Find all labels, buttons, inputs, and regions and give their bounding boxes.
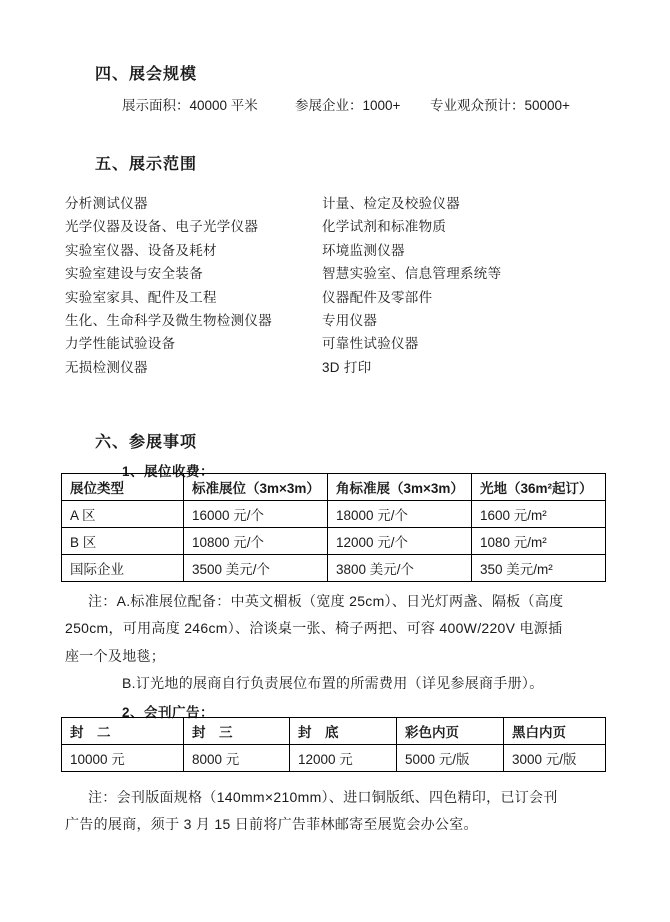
table-header-cell: 黑白内页 xyxy=(504,718,606,745)
table-cell: 5000 元/版 xyxy=(397,745,504,772)
table-cell: 16000 元/个 xyxy=(184,501,328,528)
journal-ad-table xyxy=(61,717,606,772)
scope-item: 实验室建设与安全装备 xyxy=(65,266,203,282)
table-cell: 12000 元 xyxy=(290,745,397,772)
table-cell: B 区 xyxy=(62,528,184,555)
section-5-heading: 五、展示范围 xyxy=(95,156,198,173)
scope-item: 3D 打印 xyxy=(322,359,372,375)
scope-item: 无损检测仪器 xyxy=(65,359,148,375)
scope-item: 可靠性试验仪器 xyxy=(322,336,419,352)
scope-item: 实验室家具、配件及工程 xyxy=(65,289,217,305)
table-header-cell: 封 三 xyxy=(184,718,290,745)
table-cell: 12000 元/个 xyxy=(328,528,472,555)
table-cell: 18000 元/个 xyxy=(328,501,472,528)
section-6-heading: 六、参展事项 xyxy=(95,434,198,451)
journal-ad-note xyxy=(65,784,613,839)
booth-fee-subtitle: 1、展位收费： xyxy=(122,464,215,479)
table-cell: 10000 元 xyxy=(62,745,184,772)
scope-item: 化学试剂和标准物质 xyxy=(322,219,447,235)
table-header-row xyxy=(62,474,606,501)
scope-item: 环境监测仪器 xyxy=(322,242,405,258)
scope-item: 光学仪器及设备、电子光学仪器 xyxy=(65,219,259,235)
scope-item: 力学性能试验设备 xyxy=(65,336,176,352)
scope-item: 专用仪器 xyxy=(322,312,378,328)
table-cell: 1080 元/m² xyxy=(472,528,606,555)
note-line: 250cm，可用高度 246cm）、洽谈桌一张、椅子两把、可容 400W/220V 电源插 xyxy=(65,620,563,637)
table-cell: 3800 美元/个 xyxy=(328,555,472,582)
stat-exhibit-area: 展示面积：40000 平米 xyxy=(122,98,258,113)
scope-item: 智慧实验室、信息管理系统等 xyxy=(322,266,502,282)
table-header-cell: 彩色内页 xyxy=(397,718,504,745)
table-header-cell: 标准展位（3m×3m） xyxy=(184,474,328,501)
table-cell: A 区 xyxy=(62,501,184,528)
note-line: 座一个及地毯； xyxy=(65,647,166,664)
note-line: B.订光地的展商自行负责展位布置的所需费用（详见参展商手册）。 xyxy=(122,674,544,691)
scope-item: 生化、生命科学及微生物检测仪器 xyxy=(65,312,272,328)
table-cell: 3500 美元/个 xyxy=(184,555,328,582)
table-header-cell: 角标准展（3m×3m） xyxy=(328,474,472,501)
table-header-cell: 封 二 xyxy=(62,718,184,745)
table-cell: 国际企业 xyxy=(62,555,184,582)
booth-fee-table xyxy=(61,473,606,582)
stat-visitor-forecast: 专业观众预计：50000+ xyxy=(430,98,570,113)
table-cell: 1600 元/m² xyxy=(472,501,606,528)
scope-item: 计量、检定及校验仪器 xyxy=(322,196,460,211)
scope-item: 分析测试仪器 xyxy=(65,196,148,211)
table-cell: 3000 元/版 xyxy=(504,745,606,772)
table-header-cell: 展位类型 xyxy=(62,474,184,501)
note-line: 注：A.标准展位配备：中英文楣板（宽度 25cm）、日光灯两盏、隔板（高度 xyxy=(88,593,564,609)
table-cell: 10800 元/个 xyxy=(184,528,328,555)
note-line: 注：会刊版面规格（140mm×210mm）、进口铜版纸、四色精印，已订会刊 xyxy=(88,789,558,805)
table-row xyxy=(62,501,606,528)
table-row xyxy=(62,555,606,582)
scope-item: 仪器配件及零部件 xyxy=(322,289,433,305)
note-line: 广告的展商，须于 3 月 15 日前将广告菲林邮寄至展览会办公室。 xyxy=(65,816,478,833)
table-cell: 350 美元/m² xyxy=(472,555,606,582)
journal-ad-subtitle: 2、会刊广告： xyxy=(122,705,215,720)
table-row xyxy=(62,745,606,772)
scope-list xyxy=(65,192,501,379)
table-row xyxy=(62,528,606,555)
table-header-cell: 光地（36m²起订） xyxy=(472,474,606,501)
table-header-row xyxy=(62,718,606,745)
booth-fee-note xyxy=(65,588,613,697)
table-header-cell: 封 底 xyxy=(290,718,397,745)
section-4-heading: 四、展会规模 xyxy=(95,66,198,83)
stat-exhibitor-count: 参展企业：1000+ xyxy=(295,98,401,113)
scope-item: 实验室仪器、设备及耗材 xyxy=(65,242,217,258)
table-cell: 8000 元 xyxy=(184,745,290,772)
